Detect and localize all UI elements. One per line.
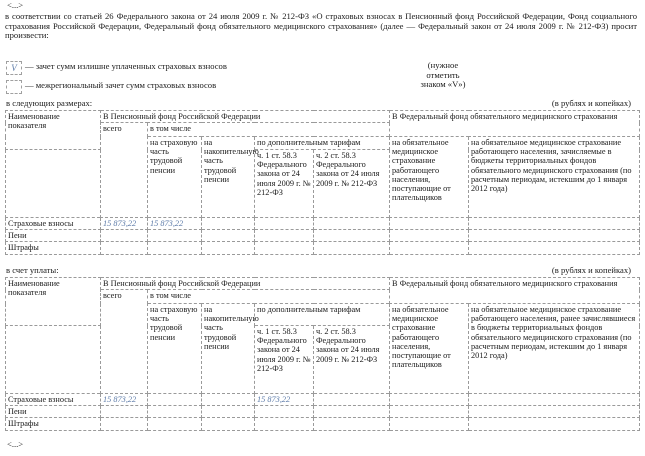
cell-medical-payers: [390, 406, 469, 418]
header-article-part1: ч. 1 ст. 58.3 Федерального закона от 24 июля 2009 г. № 212-ФЗ: [255, 326, 314, 394]
cell-funded-part: [202, 394, 255, 406]
cell-article-part2: [314, 394, 390, 406]
header-insurance-part: на страховую часть трудовой пенсии: [148, 137, 202, 218]
cell-article-part1: [255, 242, 314, 254]
row-label: Штрафы: [6, 418, 101, 430]
cell-medical-payers: [390, 242, 469, 254]
section1-caption: в следующих размерах:: [6, 98, 93, 108]
cell-article-part1: [255, 406, 314, 418]
cell-insurance-part: [148, 394, 202, 406]
header-insurance-part: на страховую часть трудовой пенсии: [148, 304, 202, 394]
cell-insurance-part: [148, 406, 202, 418]
row-label: Штрафы: [6, 242, 101, 254]
cell-total: 15 873,22: [101, 218, 148, 230]
header-including: в том числе: [148, 290, 390, 304]
cell-medical-territorial: [469, 406, 640, 418]
ellipsis-top: <...>: [7, 0, 24, 10]
cell-article-part1: [255, 218, 314, 230]
selection-note: (нужное отметить знаком «V»): [420, 60, 466, 90]
header-total: всего: [101, 123, 148, 218]
table-row: [6, 406, 640, 418]
header-pension-fund: В Пенсионный фонд Российской Федерации: [101, 111, 390, 123]
cell-article-part1: 15 873,22: [255, 394, 314, 406]
cell-medical-payers: [390, 418, 469, 430]
cell-funded-part: [202, 230, 255, 242]
cell-article-part2: [314, 406, 390, 418]
ellipsis-bottom: <...>: [7, 439, 24, 449]
header-funded-part: на накопительную часть трудовой пенсии: [202, 137, 255, 218]
row-label: Пени: [6, 230, 101, 242]
cell-funded-part: [202, 406, 255, 418]
cell-insurance-part: 15 873,22: [148, 218, 202, 230]
header-medical-payers: на обязательное медицинское страхование работающего населения, поступающие от плательщиков: [390, 137, 469, 218]
cell-insurance-part: [148, 418, 202, 430]
cell-medical-territorial: [469, 418, 640, 430]
header-medical-territorial: на обязательное медицинское страхование работающего населения, ранее зачислявшиеся в бюджеты территориальных фондов обязательного медицинского страхования (по расчетным периодам, истекшим до 1 января 2012 года): [469, 304, 640, 394]
cell-medical-territorial: [469, 394, 640, 406]
cell-medical-territorial: [469, 230, 640, 242]
header-article-part1: ч. 1 ст. 58.3 Федерального закона от 24 июля 2009 г. № 212-ФЗ: [255, 150, 314, 218]
header-article-part2: ч. 2 ст. 58.3 Федерального закона от 24 июля 2009 г. № 212-ФЗ: [314, 150, 390, 218]
cell-medical-payers: [390, 218, 469, 230]
header-empty-cell: [6, 326, 101, 394]
section2-caption: в счет уплаты:: [6, 265, 59, 275]
cell-article-part1: [255, 230, 314, 242]
offset-option-label: — зачет сумм излишне уплаченных страховых взносов: [25, 61, 227, 71]
header-medical-fund: В Федеральный фонд обязательного медицинского страхования: [390, 111, 640, 137]
header-funded-part: на накопительную часть трудовой пенсии: [202, 304, 255, 394]
payment-table: [5, 277, 640, 431]
cell-article-part2: [314, 218, 390, 230]
section2-units: (в рублях и копейках): [551, 265, 631, 275]
cell-medical-payers: [390, 230, 469, 242]
cell-total: [101, 230, 148, 242]
row-label: Пени: [6, 406, 101, 418]
header-including: в том числе: [148, 123, 390, 137]
cell-total: 15 873,22: [101, 394, 148, 406]
header-indicator: Наименование показателя: [6, 278, 101, 326]
cell-insurance-part: [148, 230, 202, 242]
table-row: [6, 230, 640, 242]
header-medical-territorial: на обязательное медицинское страхование работающего населения, зачисляемые в бюджеты территориальных фондов обязательного медицинского страхования (по расчетным периодам, истекшим до 1 января 2012 года): [469, 137, 640, 218]
table-row: [6, 418, 640, 430]
header-article-part2: ч. 2 ст. 58.3 Федерального закона от 24 июля 2009 г. № 212-ФЗ: [314, 326, 390, 394]
header-total: всего: [101, 290, 148, 394]
table-row: [6, 242, 640, 254]
cell-total: [101, 242, 148, 254]
cell-funded-part: [202, 218, 255, 230]
header-indicator: Наименование показателя: [6, 111, 101, 150]
cell-funded-part: [202, 418, 255, 430]
intro-text: в соответствии со статьей 26 Федерального закона от 24 июля 2009 г. № 212-ФЗ «О страховых взносах в Пенсионный фонд Российской Федерации, Фонд социального страхования Российской Федерации, Федеральный фонд обязательного медицинского страхования» (далее — Федеральный закон от 24 июля 2009 г. № 212-ФЗ) просит произвести:: [5, 11, 637, 41]
cell-medical-payers: [390, 394, 469, 406]
cell-insurance-part: [148, 242, 202, 254]
section1-units: (в рублях и копейках): [551, 98, 631, 108]
cell-funded-part: [202, 242, 255, 254]
row-label: Страховые взносы: [6, 394, 101, 406]
header-pension-fund: В Пенсионный фонд Российской Федерации: [101, 278, 390, 290]
row-label: Страховые взносы: [6, 218, 101, 230]
header-additional-tariffs: по дополнительным тарифам: [255, 137, 390, 150]
header-empty-cell: [6, 150, 101, 218]
interregional-checkbox[interactable]: [6, 80, 22, 94]
cell-article-part2: [314, 418, 390, 430]
cell-total: [101, 418, 148, 430]
cell-article-part1: [255, 418, 314, 430]
offset-checkbox[interactable]: V: [6, 61, 22, 75]
table-row: [6, 394, 640, 406]
amounts-table: [5, 110, 640, 255]
cell-medical-territorial: [469, 218, 640, 230]
interregional-option-label: — межрегиональный зачет сумм страховых взносов: [25, 80, 217, 90]
cell-article-part2: [314, 230, 390, 242]
header-additional-tariffs: по дополнительным тарифам: [255, 304, 390, 326]
cell-medical-territorial: [469, 242, 640, 254]
table-row: [6, 218, 640, 230]
cell-total: [101, 406, 148, 418]
header-medical-payers: на обязательное медицинское страхование работающего населения, поступающие от плательщиков: [390, 304, 469, 394]
header-medical-fund: В Федеральный фонд обязательного медицинского страхования: [390, 278, 640, 304]
cell-article-part2: [314, 242, 390, 254]
